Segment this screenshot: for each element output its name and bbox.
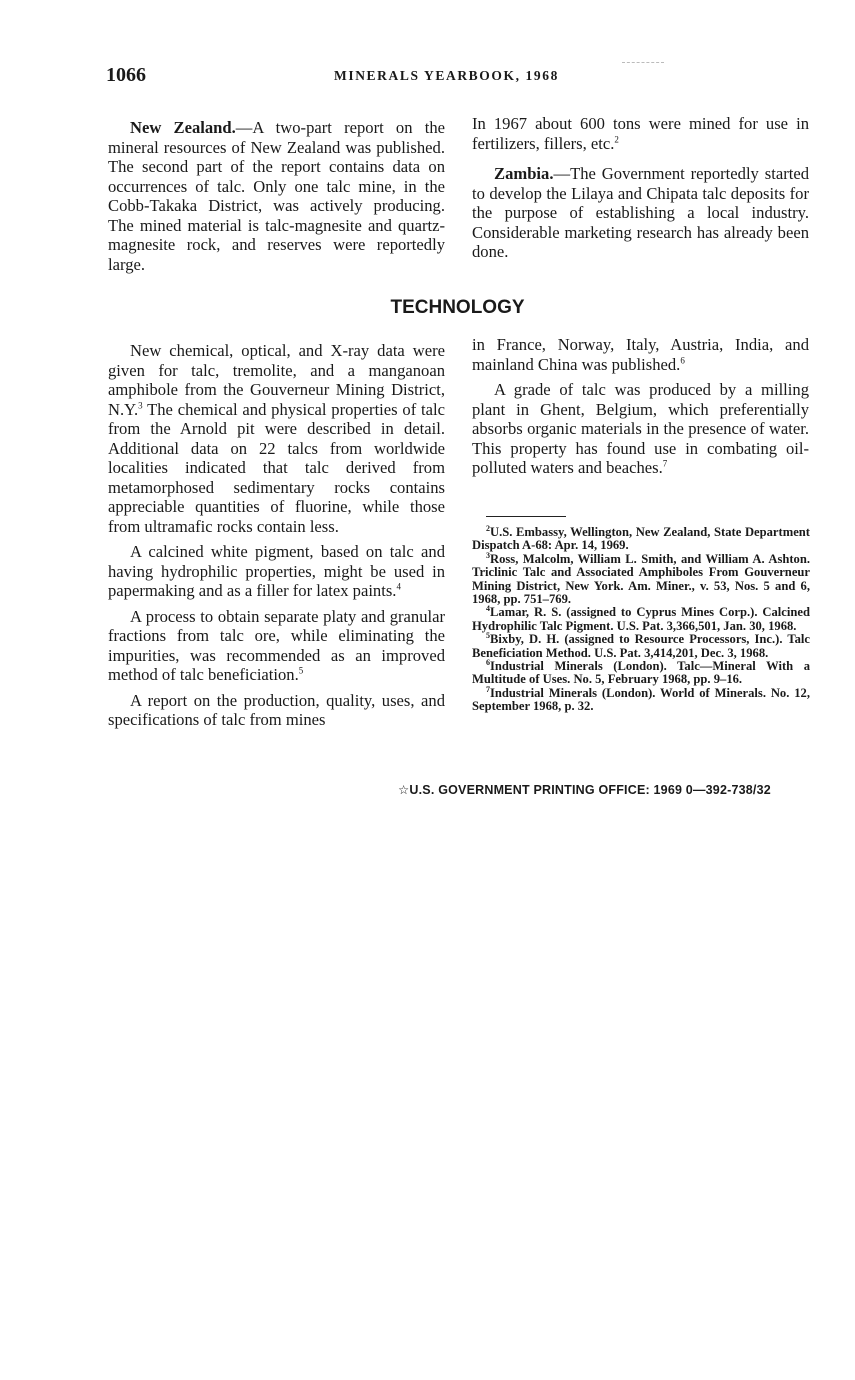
footnote-number: 6 (486, 657, 490, 667)
new-zealand-continued (472, 114, 809, 153)
footnote-text: Industrial Minerals (London). Talc—Mineral With a Multitude of Uses. No. 5, February 1968, pp. 9–16. (472, 659, 810, 687)
footnote-ref-7: 7 (662, 458, 668, 469)
footnote-number: 7 (486, 684, 490, 694)
footnote-text: Ross, Malcolm, William L. Smith, and William A. Ashton. Triclinic Talc and Associated Amphiboles From Gouverneur Mining District, New York. Am. Miner., v. 53, Nos. 5 and 6, 1968, pp. 751–769. (472, 551, 810, 607)
p1-text-b: The chemical and physical properties of talc from the Arnold pit were described in detail. Additional data on 22 talcs from worldwide localities indicated that talc derived from metamorphosed sedimentary rocks contains appreciable quantities of fluorine, while those from ultramafic rocks contain less. (108, 399, 445, 536)
p4-text: A report on the production, quality, uses, and specifications of talc from mines (108, 690, 445, 729)
new-zealand-column (108, 118, 445, 274)
footnote (472, 633, 810, 660)
footnote (472, 684, 810, 714)
footnote (472, 606, 810, 633)
technology-paragraph-3 (108, 607, 445, 685)
zambia-lead: Zambia. (494, 164, 554, 183)
footnotes (472, 523, 810, 714)
zambia-paragraph (472, 164, 809, 262)
technology-paragraph-1 (108, 341, 445, 536)
page-number: 1066 (106, 64, 146, 86)
new-zealand-paragraph (108, 118, 445, 274)
technology-paragraph-5 (472, 380, 809, 478)
footnote-number: 5 (486, 631, 490, 641)
print-mark (622, 62, 664, 63)
footnote (472, 657, 810, 687)
technology-paragraph-4-continued (472, 335, 809, 374)
footnote-text: Industrial Minerals (London). World of Minerals. No. 12, September 1968, p. 32. (472, 685, 810, 714)
new-zealand-text: —A two-part report on the mineral resources of New Zealand was published. The second part of the report contains data on occurrences of talc. Only one talc mine, in the Cobb-Takaka District, was actively producing. The mined material is talc-magnesite and quartz-magnesite rock, and reserves were reportedly large. (108, 118, 445, 274)
footnote-ref-5: 5 (298, 665, 304, 676)
footnote-number: 2 (486, 523, 490, 533)
footnote (472, 550, 810, 607)
printing-office-imprint: ☆U.S. GOVERNMENT PRINTING OFFICE: 1969 0—392-738/32 (398, 783, 771, 797)
p1-text-a: New chemical, optical, and X-ray data were given for talc, tremolite, and a manganoan amphibole from the Gouverneur Mining District, N.Y. (108, 341, 445, 419)
footnote (472, 523, 810, 553)
technology-paragraph-4 (108, 691, 445, 730)
technology-paragraph-2 (108, 542, 445, 601)
continued-text: In 1967 about 600 tons were mined for use in fertilizers, fillers, etc. (472, 114, 809, 153)
p4-cont-text: in France, Norway, Italy, Austria, India, and mainland China was published. (472, 335, 809, 374)
p5-text: A grade of talc was produced by a milling plant in Ghent, Belgium, which preferentially absorbs organic materials in the presence of water. This property has found use in combating oil-polluted waters and beaches. (472, 380, 809, 477)
footnote-text: Lamar, R. S. (assigned to Cyprus Mines Corp.). Calcined Hydrophilic Talc Pigment. U.S. Pat. 3,366,501, Jan. 30, 1968. (472, 605, 810, 633)
new-zealand-lead: New Zealand. (130, 118, 236, 137)
zambia-column (472, 114, 809, 262)
p2-text: A calcined white pigment, based on talc and having hydrophilic properties, might be used in papermaking and as a filler for latex paints. (108, 542, 445, 600)
technology-left-column (108, 341, 445, 730)
p3-text: A process to obtain separate platy and granular fractions from talc ore, while eliminating the impurities, was recommended as an improved method of talc beneficiation. (108, 606, 445, 684)
footnote-ref-3: 3 (138, 399, 143, 410)
footnote-rule (486, 516, 566, 517)
running-head: MINERALS YEARBOOK, 1968 (334, 68, 559, 83)
footnote-ref-4: 4 (396, 581, 401, 592)
section-heading: TECHNOLOGY (390, 297, 525, 318)
technology-right-column (472, 335, 809, 478)
footnote-number: 3 (486, 550, 490, 560)
footnote-ref-2: 2 (614, 133, 619, 144)
footnote-text: U.S. Embassy, Wellington, New Zealand, State Department Dispatch A-68: Apr. 14, 1969. (472, 525, 810, 553)
footnote-ref-6: 6 (680, 354, 685, 365)
footnote-number: 4 (486, 604, 490, 614)
zambia-text: —The Government reportedly started to develop the Lilaya and Chipata talc deposits for the purpose of establishing a local industry. Considerable marketing research has already been done. (472, 164, 809, 261)
footnote-text: Bixby, D. H. (assigned to Resource Processors, Inc.). Talc Beneficiation Method. U.S. Pat. 3,414,201, Dec. 3, 1968. (472, 632, 810, 660)
